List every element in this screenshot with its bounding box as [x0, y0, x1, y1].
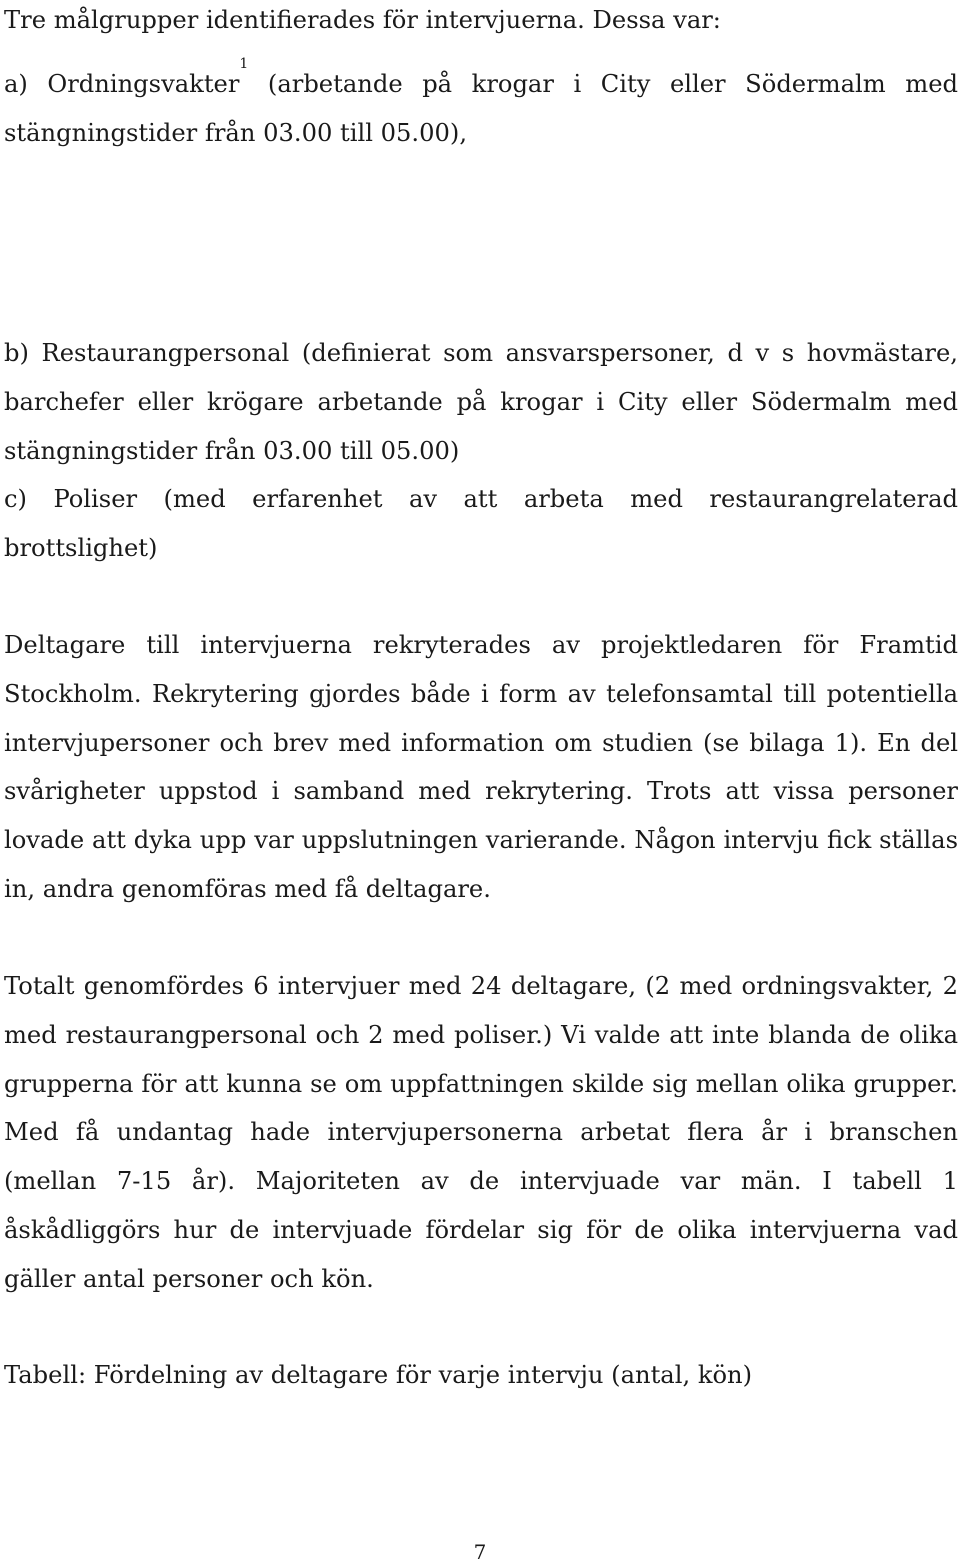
group-a-label: a) Ordningsvakter: [4, 70, 240, 98]
table-caption: Tabell: Fördelning av deltagare för varje intervju (antal, kön): [4, 1361, 753, 1389]
footnote-marker: 1: [239, 56, 249, 72]
page-number: 7: [473, 1540, 487, 1564]
group-a-text: (arbetande på krogar i City eller Södermalm med stängningstider från 03.00 till 05.00),: [4, 70, 958, 147]
group-a-paragraph: [4, 56, 958, 158]
summary-paragraph: Totalt genomfördes 6 intervjuer med 24 deltagare, (2 med ordningsvakter, 2 med restaurangpersonal och 2 med poliser.) Vi valde att inte blanda de olika grupperna för att kunna se om uppfattningen skilde sig mellan olika grupper. Med få undantag hade intervjupersonerna arbetat flera år i branschen (mellan 7-15 år). Majoriteten av de intervjuade var män. I tabell 1 åskådliggörs hur de intervjuade fördelar sig för de olika intervjuerna vad gäller antal personer och kön.: [4, 972, 958, 1293]
group-c-paragraph: c) Poliser (med erfarenhet av att arbeta med restaurangrelaterad brottslighet): [4, 485, 958, 562]
group-b-paragraph: b) Restaurangpersonal (definierat som ansvarspersoner, d v s hovmästare, barchefer eller krögare arbetande på krogar i City eller Södermalm med stängningstider från 03.00 till 05.00): [4, 339, 958, 465]
recruitment-paragraph: Deltagare till intervjuerna rekryterades av projektledaren för Framtid Stockholm. Rekrytering gjordes både i form av telefonsamtal till potentiella intervjupersoner och brev med information om studien (se bilaga 1). En del svårigheter uppstod i samband med rekrytering. Trots att vissa personer lovade att dyka upp var uppslutningen varierande. Någon intervju fick ställas in, andra genomföras med få deltagare.: [4, 631, 958, 903]
intro-paragraph: Tre målgrupper identifierades för intervjuerna. Dessa var:: [4, 6, 721, 34]
